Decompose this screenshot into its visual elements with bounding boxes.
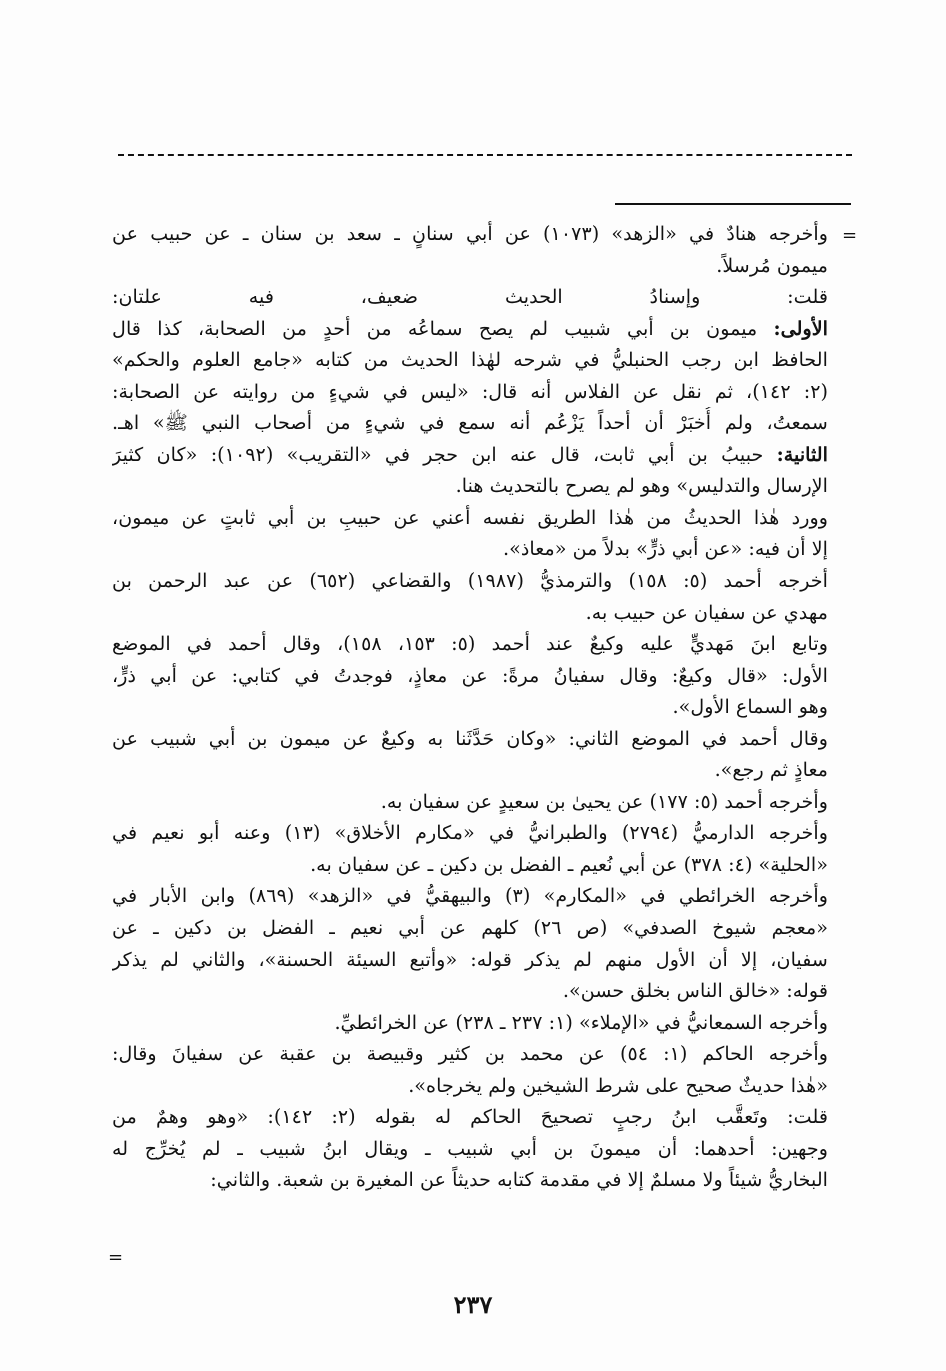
line-text: سفيان، إلا أن الأول منهم لم يذكر قوله: «وأتبع السيئة الحسنة»، والثاني لم يذكر (112, 947, 828, 971)
footnote-line (112, 660, 828, 692)
footnote-line (112, 849, 828, 881)
line-text: الحافظ ابن رجب الحنبليُّ في شرحه لهٰذا الحديث من كتابه «جامع العلوم والحكم» (112, 348, 828, 372)
continuation-mark-end: = (108, 1247, 124, 1268)
line-text: وأخرجه الدارميُّ (٢٧٩٤) والطبرانيُّ في «مكارم الأخلاق» (١٣) وعنه أبو نعيم في (112, 821, 828, 845)
line-lead-label: الأولى: (773, 316, 828, 340)
line-text: البخاريُّ شيئاً ولا مسلمٌ إلا في مقدمة كتابه حديثاً عن المغيرة بن شعبة. والثاني: (210, 1168, 828, 1192)
header-dashed-rule (118, 154, 852, 156)
footnote-line (112, 218, 828, 250)
footnote-line (112, 880, 828, 912)
line-text: الإرسال والتدليس» وهو لم يصرح بالتحديث هنا. (455, 474, 828, 498)
footnote-line (112, 439, 828, 471)
line-text: قلت: وتَعقَّب ابنُ رجبٍ تصحيحَ الحاكم له بقوله (٢: ١٤٢): «وهو وهمٌ من (112, 1105, 828, 1129)
line-text: الأول: «قال وكيعٌ: وقال سفيانُ مرةً: عن معاذٍ، فوجدتُ في كتابي: عن أبي ذرٍّ، (112, 663, 828, 687)
footnote-line (112, 1070, 828, 1102)
footnote-line (112, 313, 828, 345)
footnote-line (112, 912, 828, 944)
line-text: وهو السماع الأول». (672, 695, 828, 719)
line-text: سمعتُ، ولم أُخبَرْ أن أحداً يَزْعُم أنه سمع في شيءٍ من أصحاب النبي ﷺ» اهـ. (112, 411, 828, 435)
footnote-line (112, 470, 828, 502)
footnote-line (112, 1133, 828, 1165)
line-text: وأخرجه الخرائطي في «المكارم» (٣) والبيهقيُّ في «الزهد» (٨٦٩) وابن الأبار في (112, 884, 828, 908)
line-text: قلت: وإسنادُ الحديث ضعيف، فيه علتان: (112, 285, 828, 309)
footnote-line (112, 376, 828, 408)
footnote-line (112, 1007, 828, 1039)
line-text: وأخرجه هنادٌ في «الزهد» (١٠٧٣) عن أبي سنانٍ ـ سعد بن سنان ـ عن حبيب عن (112, 222, 828, 245)
footnote-line (112, 565, 828, 597)
footnote-separator-rule (615, 203, 851, 205)
footnote-line (112, 407, 828, 439)
line-text: قوله: «خالق الناس بخلق حسن». (562, 979, 828, 1003)
footnote-line (112, 533, 828, 565)
footnote-line (112, 502, 828, 534)
footnote-line (112, 628, 828, 660)
footnote-line (112, 344, 828, 376)
footnote-line (112, 944, 828, 976)
footnote-line (112, 1164, 828, 1196)
line-text: وتابع ابنَ مَهديٍّ عليه وكيعٌ عند أحمد (٥: ١٥٣، ١٥٨)، وقال أحمد في الموضع (112, 632, 828, 656)
line-text: مهدي عن سفيان عن حبيب به. (585, 600, 828, 624)
line-text: وأخرجه الحاكم (١: ٥٤) عن محمد بن كثير وقبيصة بن عقبة عن سفيانَ وقال: (112, 1042, 828, 1066)
footnote-text (112, 218, 828, 1196)
line-text: أخرجه أحمد (٥: ١٥٨) والترمذيُّ (١٩٨٧) والقضاعي (٦٥٢) عن عبد الرحمن بن (112, 569, 828, 593)
line-text: (٢: ١٤٢)، ثم نقل عن الفلاس أنه قال: «ليس في شيءٍ من روايته عن الصحابة: (112, 379, 828, 403)
line-text: إلا أن فيه: «عن أبي ذرٍّ» بدلاً من «معاذ». (503, 537, 828, 561)
line-lead-label: الثانية: (776, 442, 828, 466)
line-text: «الحلية» (٤: ٣٧٨) عن أبي نُعيم ـ الفضل بن دكين ـ عن سفيان به. (310, 852, 828, 876)
line-text: وجهين: أحدهما: أن ميمونَ بن أبي شبيب ـ ويقال ابنُ شبيب ـ لم يُخرِّج له (112, 1136, 828, 1160)
page-number: ٢٣٧ (453, 1290, 493, 1319)
footnote-line (112, 817, 828, 849)
line-text: «هٰذا حديثٌ صحيح على شرط الشيخين ولم يخرجاه». (408, 1073, 828, 1097)
footnote-line (112, 1101, 828, 1133)
line-text: ميمون بن أبي شبيب لم يصح سماعُه من أحدٍ من الصحابة، كذا قال (112, 316, 774, 340)
line-text: ميمون مُرسلاً. (716, 253, 828, 277)
line-text: وورد هٰذا الحديثُ من هٰذا الطريق نفسه أعني عن حبيبِ بن أبي ثابتٍ عن ميمون، (112, 505, 828, 529)
footnote-line (112, 786, 828, 818)
footnote-line (112, 250, 828, 282)
line-text: معاذٍ ثم رجع». (714, 758, 828, 782)
continuation-mark-start: = (842, 225, 858, 246)
footnote-line (112, 754, 828, 786)
line-text: «معجم شيوخ الصدفي» (ص ٢٦) كلهم عن أبي نعيم ـ الفضل بن دكين ـ عن (112, 916, 828, 940)
line-text: وقال أحمد في الموضع الثاني: «وكان حَدَّثَنا به وكيعٌ عن ميمون بن أبي شبيب عن (112, 726, 828, 750)
line-text: وأخرجه السمعانيُّ في «الإملاء» (١: ٢٣٧ ـ ٢٣٨) عن الخرائطيِّ. (334, 1010, 828, 1034)
footnote-line (112, 975, 828, 1007)
line-text: وأخرجه أحمد (٥: ١٧٧) عن يحيىٰ بن سعيدٍ عن سفيان به. (380, 789, 828, 813)
footnote-line (112, 281, 828, 313)
footnote-line (112, 691, 828, 723)
footnote-line (112, 723, 828, 755)
footnote-line (112, 597, 828, 629)
footnote-line (112, 1038, 828, 1070)
line-text: حبيبُ بن أبي ثابت، قال عنه ابن حجر في «التقريب» (١٠٩٢): «كان كثيرَ (112, 442, 777, 466)
